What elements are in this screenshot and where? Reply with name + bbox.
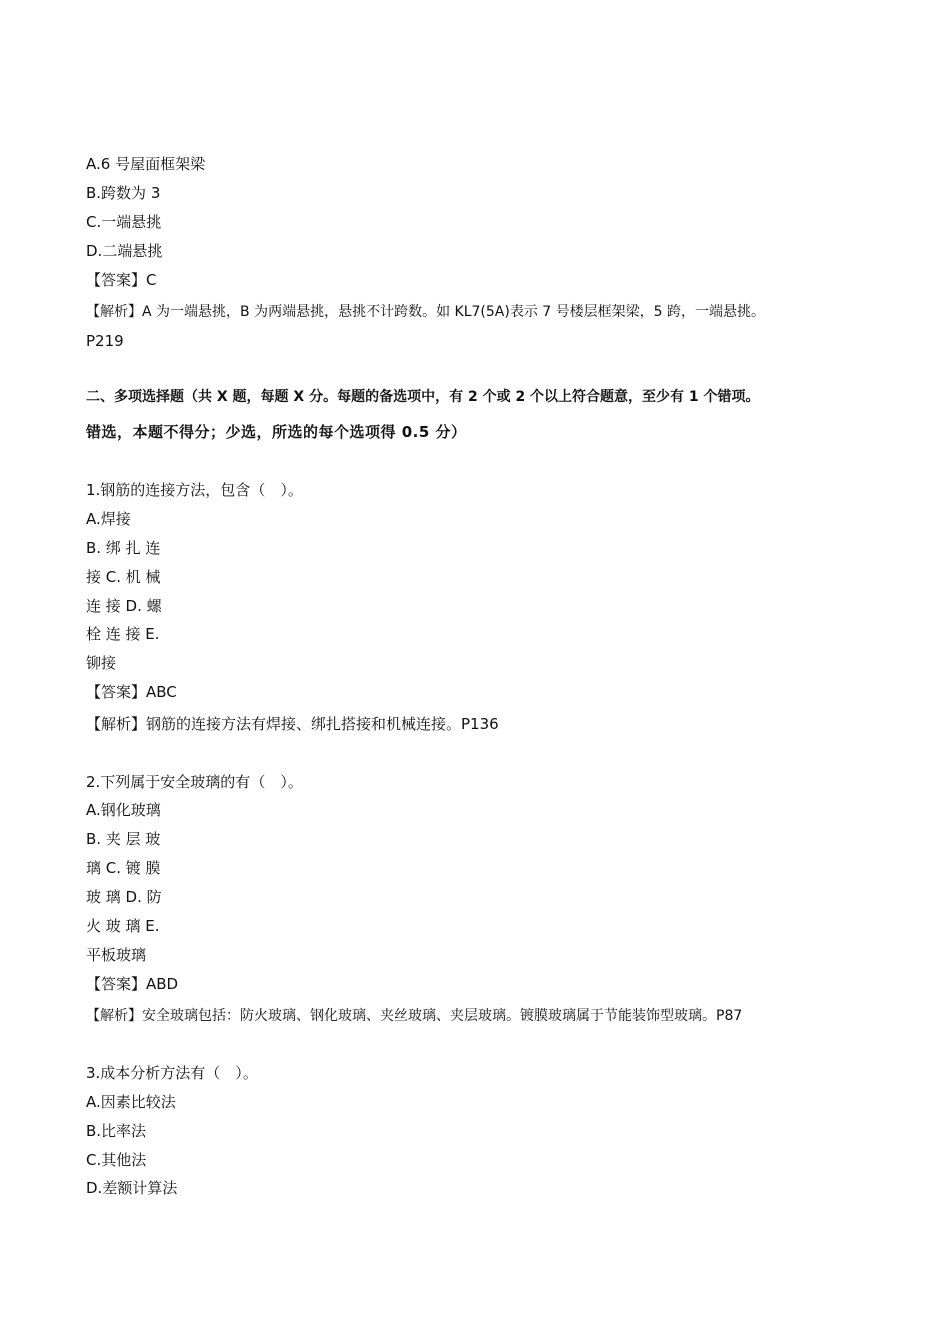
q1-line-4: 连 接 D. 螺 [86,597,162,615]
q3-option-c: C.其他法 [86,1151,147,1169]
q2-line-2: B. 夹 层 玻 [86,830,161,848]
q2-line-5: 火 玻 璃 E. [86,917,160,935]
prev-option-d: D.二端悬挑 [86,242,163,260]
prev-option-a: A.6 号屋面框架梁 [86,155,206,173]
prev-answer: 【答案】C [86,271,157,289]
q1-answer: 【答案】ABC [86,683,177,701]
prev-option-c: C.一端悬挑 [86,213,162,231]
prev-option-b: B.跨数为 3 [86,184,161,202]
section-header-line1: 二、多项选择题（共 X 题，每题 X 分。每题的备选项中，有 2 个或 2 个以上符合题意，至少有 1 个错项。 [86,389,760,405]
q3-option-d: D.差额计算法 [86,1179,178,1197]
q2-line-6: 平板玻璃 [86,946,147,964]
prev-analysis-line2: P219 [86,332,124,350]
q2-analysis: 【解析】安全玻璃包括：防火玻璃、钢化玻璃、夹丝玻璃、夹层玻璃。镀膜玻璃属于节能装饰型玻璃。P87 [86,1008,743,1024]
q1-line-2: B. 绑 扎 连 [86,539,161,557]
q2-line-4: 玻 璃 D. 防 [86,888,162,906]
q1-line-5: 栓 连 接 E. [86,625,160,643]
q1-stem: 1.钢筋的连接方法，包含（ ）。 [86,481,303,499]
section-header-line2: 错选，本题不得分；少选，所选的每个选项得 0.5 分） [86,423,467,441]
q3-option-b: B.比率法 [86,1122,147,1140]
q3-option-a: A.因素比较法 [86,1093,176,1111]
q2-line-1: A.钢化玻璃 [86,801,161,819]
q3-stem: 3.成本分析方法有（ ）。 [86,1064,258,1082]
q2-line-3: 璃 C. 镀 膜 [86,859,161,877]
q1-line-3: 接 C. 机 械 [86,568,161,586]
q2-answer: 【答案】ABD [86,975,179,993]
q1-analysis: 【解析】钢筋的连接方法有焊接、绑扎搭接和机械连接。P136 [86,715,499,733]
q2-stem: 2.下列属于安全玻璃的有（ ）。 [86,773,303,791]
q1-line-6: 铆接 [86,654,117,672]
q1-line-1: A.焊接 [86,510,131,528]
prev-analysis-line1: 【解析】A 为一端悬挑，B 为两端悬挑，悬挑不计跨数。如 KL7(5A)表示 7 号楼层框架梁，5 跨，一端悬挑。 [86,304,765,320]
